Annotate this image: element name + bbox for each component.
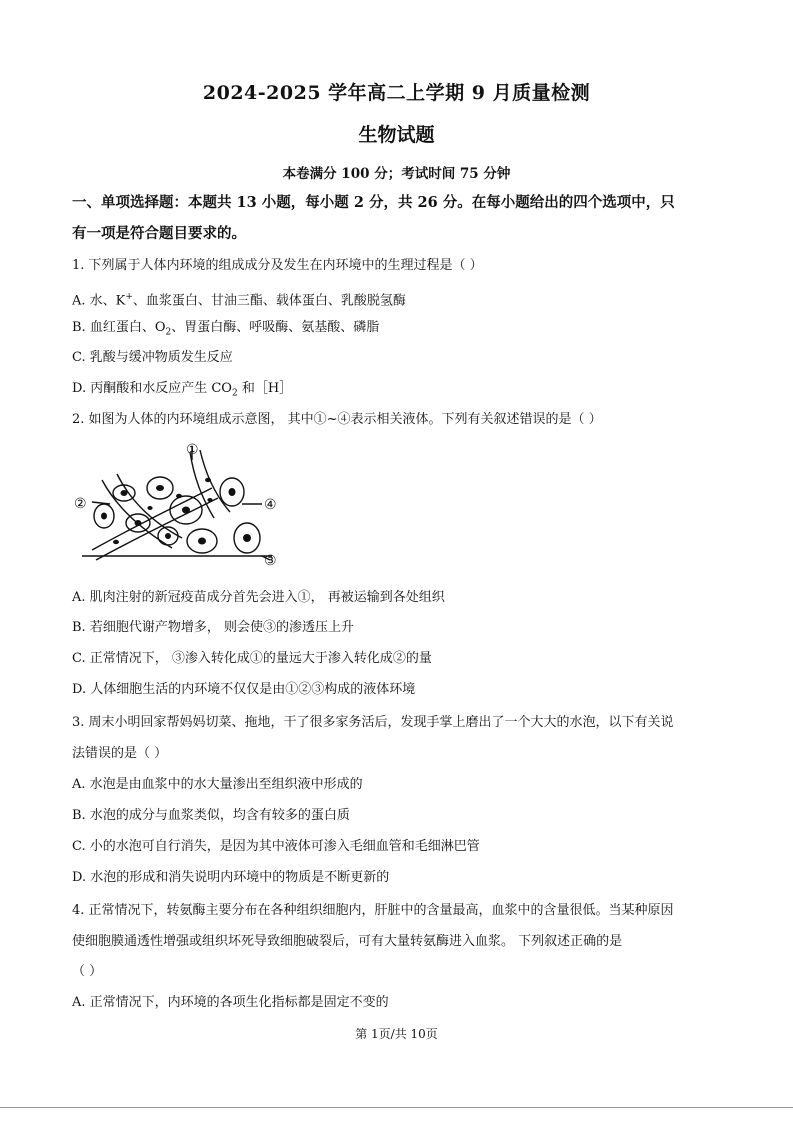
q1-option-d-sub: 2: [231, 388, 238, 399]
q4-stem-line3: （ ）: [72, 964, 103, 979]
q3-option-c: C. 小的水泡可自行消失，是因为其中液体可渗入毛细血管和毛细淋巴管: [72, 839, 480, 854]
q1-option-d-pre: D. 丙酮酸和水反应产生 CO: [72, 381, 232, 396]
q1-option-b-post: 、胃蛋白酶、呼吸酶、氨基酸、磷脂: [171, 320, 380, 335]
q3-stem-line2: 法错误的是（ ）: [72, 746, 168, 761]
label-2: ②: [74, 496, 87, 512]
q1-option-a: [72, 287, 727, 311]
section-heading-line1: 一、单项选择题：本题共 13 小题，每小题 2 分，共 26 分。在每小题给出的四个选项中，只: [72, 194, 675, 211]
q1-option-a-sup: +: [125, 292, 133, 302]
q1-option-d: [72, 379, 727, 404]
q3-option-d: D. 水泡的形成和消失说明内环境中的物质是不断更新的: [72, 870, 390, 885]
q4-stem-line2: 使细胞膜通透性增强或组织坏死导致细胞破裂后，可有大量转氨酶进入血浆。 下列叙述正确的是: [72, 934, 623, 949]
label-4: ④: [264, 497, 277, 513]
internal-environment-diagram: [72, 438, 292, 573]
q3-option-b: B. 水泡的成分与血浆类似，均含有较多的蛋白质: [72, 808, 350, 823]
subject-title: 生物试题: [358, 124, 435, 146]
page-number: 第 1页/共 10页: [355, 1027, 438, 1041]
q4-stem-line1: 4. 正常情况下，转氨酶主要分布在各种组织细胞内，肝脏中的含量最高，血浆中的含量很低。当某种原因: [72, 903, 674, 918]
q1-option-c: C. 乳酸与缓冲物质发生反应: [72, 350, 233, 365]
q3-option-a: A. 水泡是由血浆中的水大量渗出至组织液中形成的: [72, 777, 363, 792]
section-heading: [72, 187, 722, 249]
q2-option-b: B. 若细胞代谢产物增多， 则会使③的渗透压上升: [72, 620, 354, 635]
page-bottom-rule: [0, 1107, 793, 1108]
q2-option-d: D. 人体细胞生活的内环境不仅仅是由①②③构成的液体环境: [72, 682, 416, 697]
exam-meta: 本卷满分 100 分；考试时间 75 分钟: [282, 166, 511, 182]
q2-option-a: A. 肌肉注射的新冠疫苗成分首先会进入①， 再被运输到各处组织: [72, 590, 445, 605]
q1-option-b-pre: B. 血红蛋白、O: [72, 320, 166, 335]
q4-option-a: A. 正常情况下，内环境的各项生化指标都是固定不变的: [72, 995, 389, 1010]
q3-stem-line1: 3. 周末小明回家帮妈妈切菜、拖地，干了很多家务活后，发现手掌上磨出了一个大大的水泡，以下有关说: [72, 715, 674, 730]
q1-option-b-sub: 2: [165, 327, 172, 338]
label-3: ③: [264, 553, 277, 569]
q1-option-a-pre: A. 水、K: [72, 293, 126, 309]
q1-stem: 1. 下列属于人体内环境的组成成分及发生在内环境中的生理过程是（ ）: [72, 258, 483, 273]
q2-stem: 2. 如图为人体的内环境组成示意图， 其中①~④表示相关液体。下列有关叙述错误的是（ ）: [72, 412, 602, 427]
label-1: ①: [186, 442, 199, 458]
q1-option-b: [72, 318, 727, 343]
section-heading-line2: 有一项是符合题目要求的。: [72, 225, 246, 242]
q2-option-c: C. 正常情况下， ③渗入转化成①的量远大于渗入转化成②的量: [72, 651, 432, 666]
exam-title: 2024-2025 学年高二上学期 9 月质量检测: [202, 82, 591, 104]
q1-option-a-post: 、血浆蛋白、甘油三酯、载体蛋白、乳酸脱氢酶: [132, 293, 406, 309]
q1-option-d-post: 和［H］: [237, 381, 293, 396]
